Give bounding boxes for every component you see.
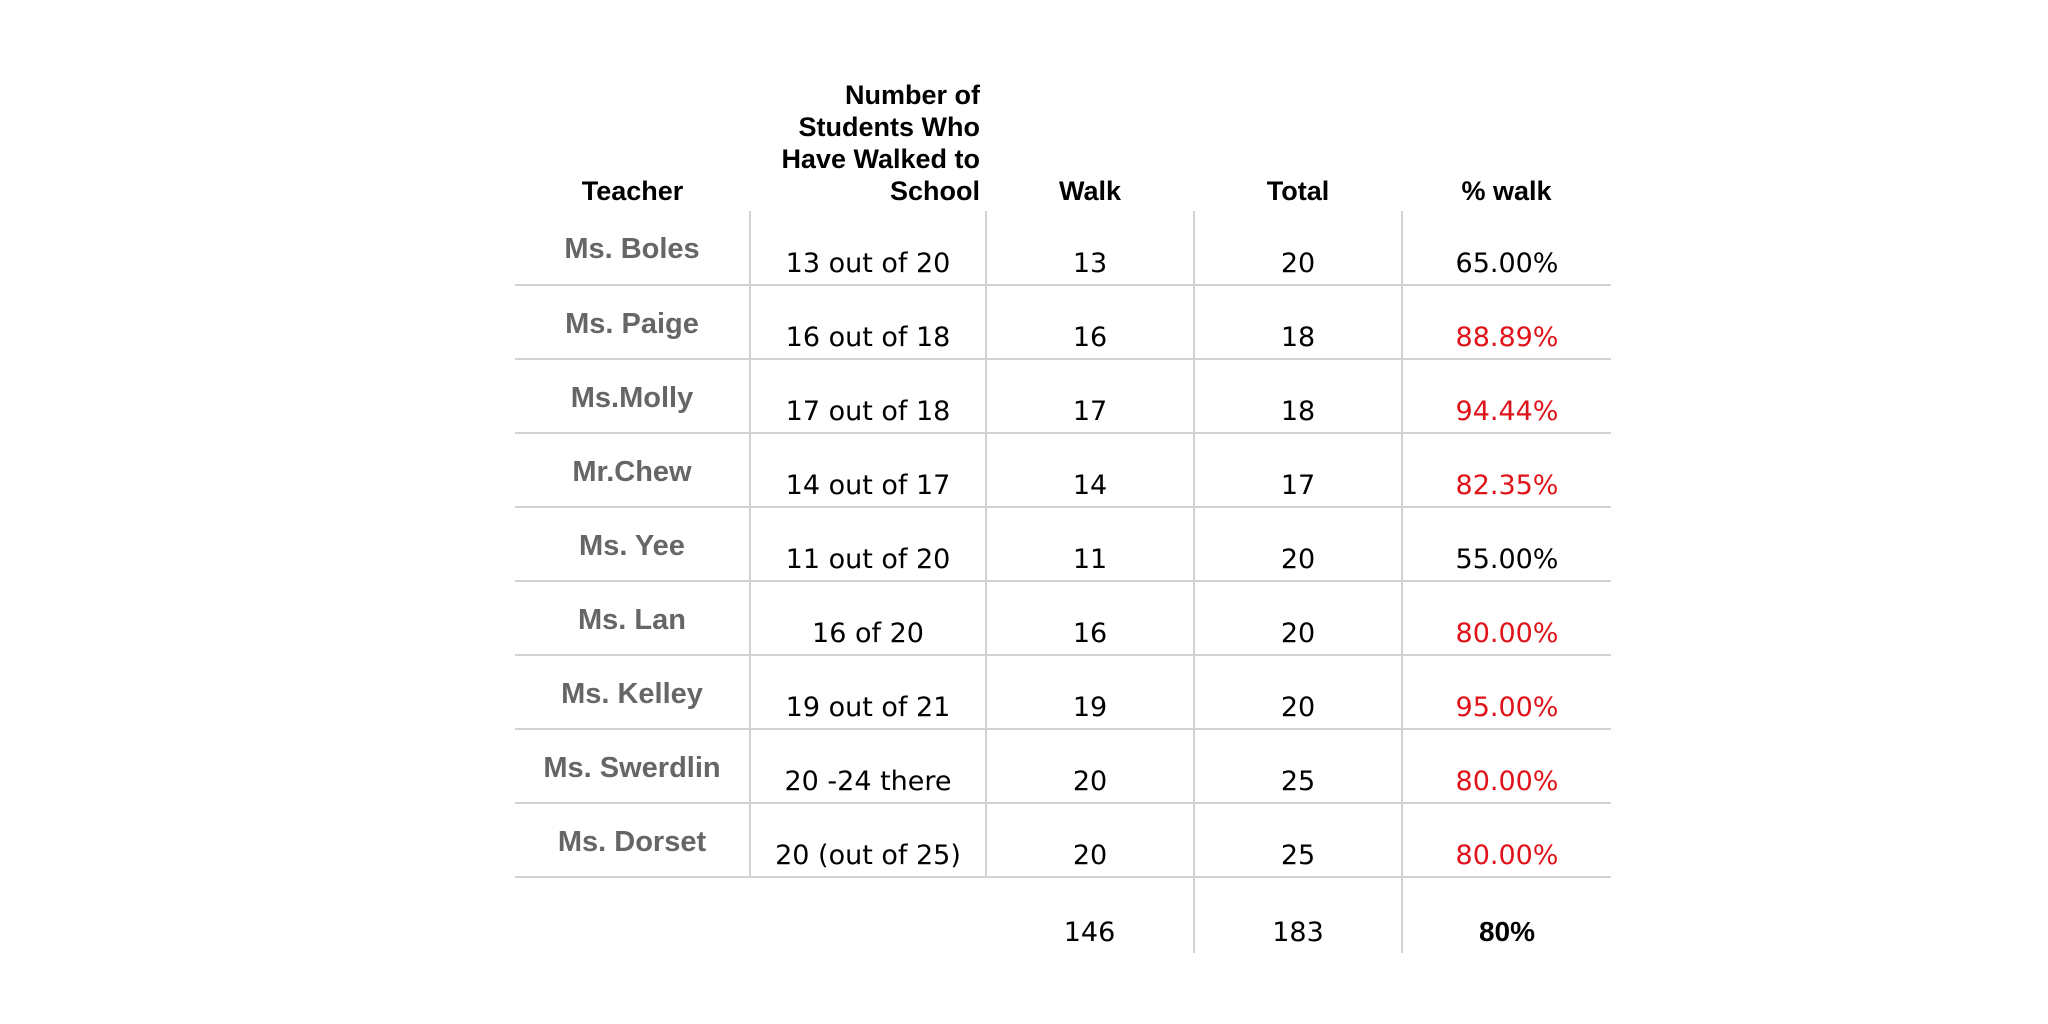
total-cell[interactable]: 20	[1194, 655, 1402, 729]
header-row	[515, 72, 1611, 211]
header-total: Total	[1266, 176, 1330, 206]
walk-cell[interactable]: 20	[986, 803, 1194, 877]
table-row	[515, 507, 1611, 581]
walk-cell[interactable]: 16	[986, 581, 1194, 655]
header-pct-walk: % walk	[1461, 176, 1552, 206]
totals-row	[515, 877, 1611, 953]
number-cell[interactable]: 20 -24 there	[750, 729, 986, 803]
header-number-line-4: School	[889, 176, 980, 206]
number-cell[interactable]: 16 of 20	[750, 581, 986, 655]
pct-walk-cell[interactable]: 88.89%	[1402, 285, 1611, 359]
total-cell[interactable]: 20	[1194, 211, 1402, 285]
walk-cell[interactable]: 20	[986, 729, 1194, 803]
pct-walk-cell[interactable]: 55.00%	[1402, 507, 1611, 581]
teacher-cell[interactable]: Ms. Kelley	[515, 655, 750, 729]
walk-cell[interactable]: 13	[986, 211, 1194, 285]
pct-walk-cell[interactable]: 95.00%	[1402, 655, 1611, 729]
total-cell[interactable]: 17	[1194, 433, 1402, 507]
pct-walk-cell[interactable]: 82.35%	[1402, 433, 1611, 507]
teacher-cell[interactable]: Ms. Swerdlin	[515, 729, 750, 803]
walk-cell[interactable]: 16	[986, 285, 1194, 359]
number-cell[interactable]: 17 out of 18	[750, 359, 986, 433]
header-walk: Walk	[1058, 176, 1121, 206]
total-cell[interactable]: 20	[1194, 581, 1402, 655]
table-row	[515, 581, 1611, 655]
teacher-cell[interactable]: Ms. Yee	[515, 507, 750, 581]
total-cell[interactable]: 18	[1194, 285, 1402, 359]
pct-walk-cell[interactable]: 65.00%	[1402, 211, 1611, 285]
pct-walk-cell[interactable]: 80.00%	[1402, 581, 1611, 655]
total-cell[interactable]: 20	[1194, 507, 1402, 581]
pct-walk-cell[interactable]: 80.00%	[1402, 729, 1611, 803]
walk-total-cell[interactable]: 146	[1063, 917, 1116, 948]
number-cell[interactable]: 14 out of 17	[750, 433, 986, 507]
pct-walk-total-cell[interactable]: 80%	[1402, 877, 1611, 953]
total-cell[interactable]: 18	[1194, 359, 1402, 433]
table-row	[515, 285, 1611, 359]
walk-data-table	[515, 72, 1611, 953]
header-number-line-3: Have Walked to	[781, 144, 980, 174]
number-cell[interactable]: 20 (out of 25)	[750, 803, 986, 877]
table-row	[515, 803, 1611, 877]
number-cell[interactable]: 19 out of 21	[750, 655, 986, 729]
table-row	[515, 655, 1611, 729]
table-row	[515, 211, 1611, 285]
teacher-cell[interactable]: Ms. Boles	[515, 211, 750, 285]
number-cell[interactable]: 11 out of 20	[750, 507, 986, 581]
empty-cell[interactable]	[750, 877, 986, 953]
teacher-cell[interactable]: Ms.Molly	[515, 359, 750, 433]
number-cell[interactable]: 13 out of 20	[750, 211, 986, 285]
walk-cell[interactable]: 11	[986, 507, 1194, 581]
walk-cell[interactable]: 17	[986, 359, 1194, 433]
total-sum-cell[interactable]: 183	[1194, 877, 1402, 953]
header-number-line-1: Number of	[845, 80, 980, 110]
empty-cell[interactable]	[515, 877, 750, 953]
pct-walk-cell[interactable]: 80.00%	[1402, 803, 1611, 877]
walk-cell[interactable]: 14	[986, 433, 1194, 507]
pct-walk-cell[interactable]: 94.44%	[1402, 359, 1611, 433]
header-number-line-2: Students Who	[798, 112, 980, 142]
header-number-of-students	[750, 72, 986, 211]
number-cell[interactable]: 16 out of 18	[750, 285, 986, 359]
total-cell[interactable]: 25	[1194, 803, 1402, 877]
table-row	[515, 359, 1611, 433]
total-cell[interactable]: 25	[1194, 729, 1402, 803]
table-row	[515, 729, 1611, 803]
teacher-cell[interactable]: Mr.Chew	[515, 433, 750, 507]
walk-cell[interactable]: 19	[986, 655, 1194, 729]
header-teacher: Teacher	[581, 176, 684, 206]
teacher-cell[interactable]: Ms. Lan	[515, 581, 750, 655]
table-row	[515, 433, 1611, 507]
teacher-cell[interactable]: Ms. Paige	[515, 285, 750, 359]
teacher-cell[interactable]: Ms. Dorset	[515, 803, 750, 877]
